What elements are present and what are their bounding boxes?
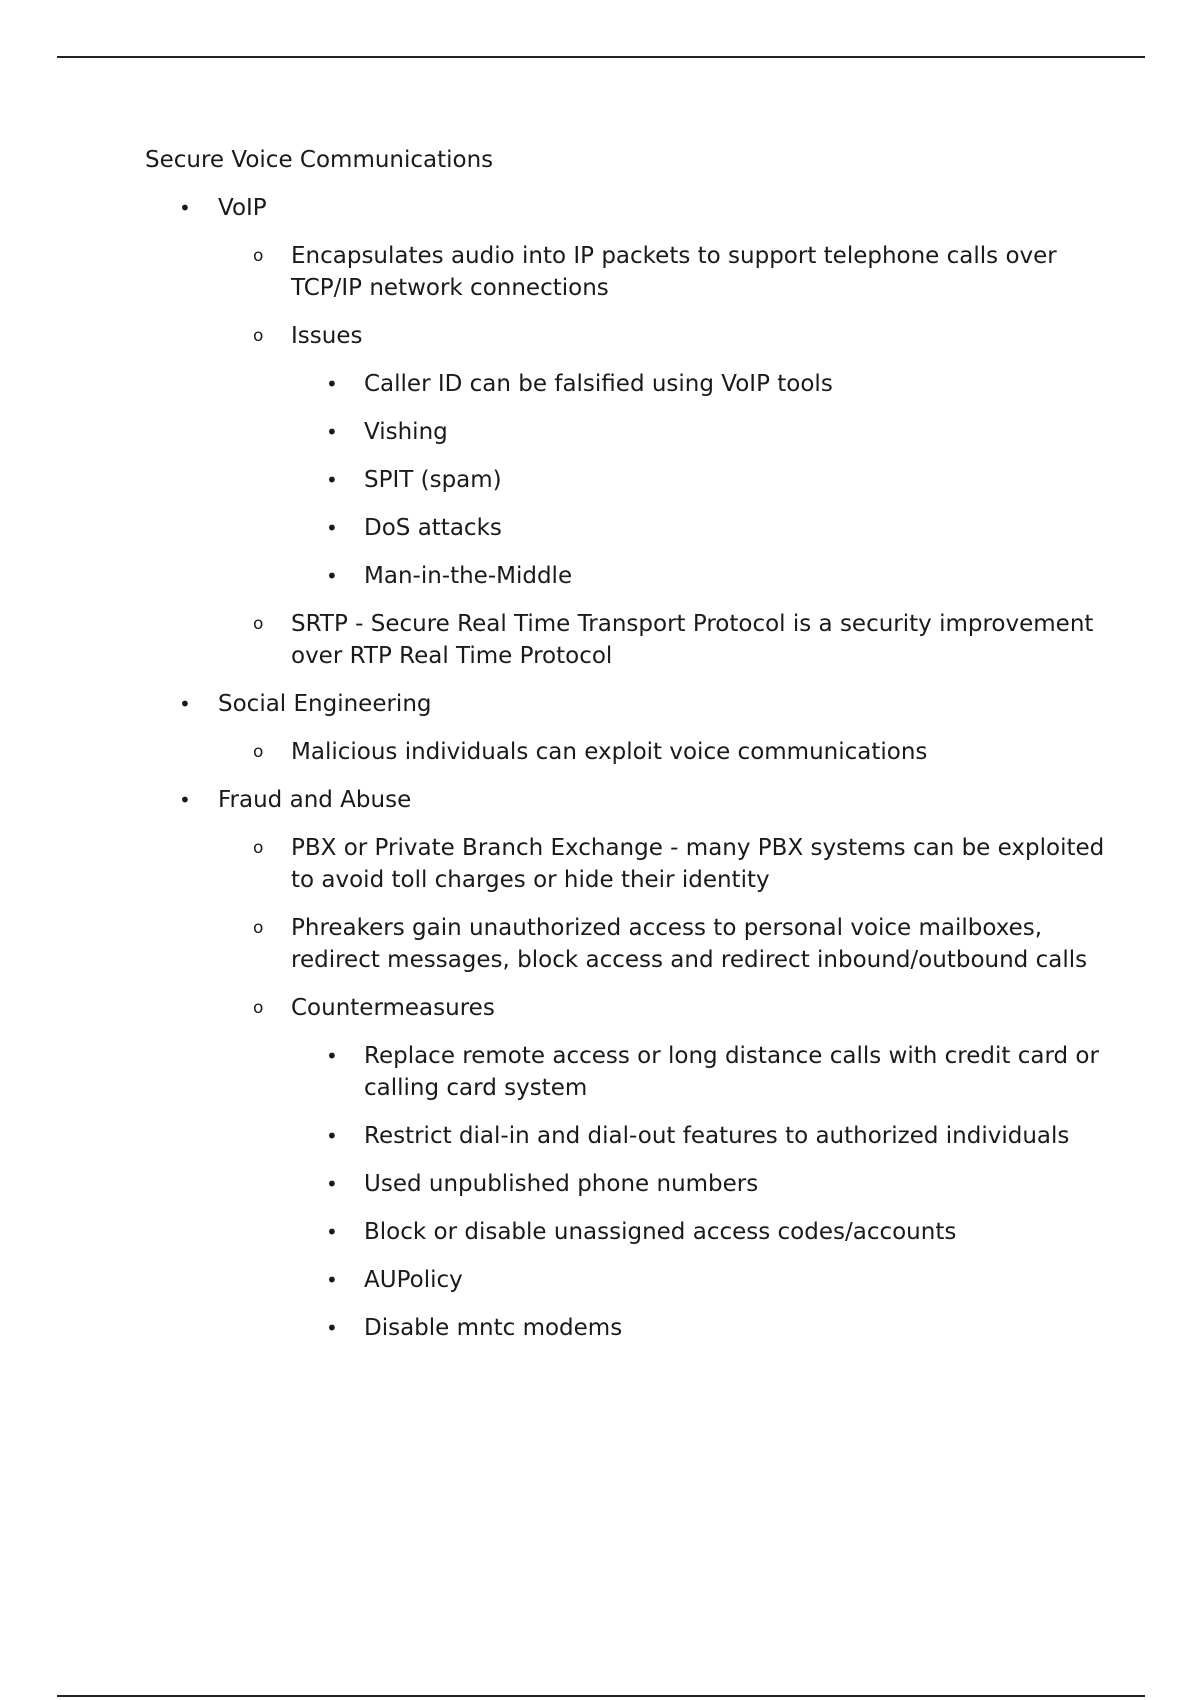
sub-bullet-marker: o: [253, 838, 264, 858]
bullet-marker: •: [326, 1316, 338, 1340]
sub-item-text: PBX or Private Branch Exchange - many PBX systems can be exploited to avoid toll charges or hide their identity: [291, 835, 1105, 893]
detail-item-text: Block or disable unassigned access codes/accounts: [364, 1219, 957, 1245]
bullet-marker: •: [326, 372, 338, 396]
sub-item-text: Encapsulates audio into IP packets to support telephone calls over TCP/IP network connections: [291, 243, 1057, 301]
detail-item: [326, 512, 1105, 544]
section-label: Social Engineering: [218, 691, 432, 717]
sub-item-text: SRTP - Secure Real Time Transport Protocol is a security improvement over RTP Real Time Protocol: [291, 611, 1094, 669]
bullet-marker: •: [326, 1124, 338, 1148]
sub-list: [218, 832, 1105, 1344]
bullet-marker: •: [326, 1220, 338, 1244]
bullet-marker: •: [326, 1268, 338, 1292]
detail-item-text: DoS attacks: [364, 515, 502, 541]
sub-bullet-marker: o: [253, 742, 264, 762]
bullet-marker: •: [326, 516, 338, 540]
detail-item-text: Restrict dial-in and dial-out features to authorized individuals: [364, 1123, 1070, 1149]
sub-item: [253, 608, 1105, 672]
bullet-marker: •: [326, 564, 338, 588]
bullet-marker: •: [326, 420, 338, 444]
bullet-marker: •: [179, 788, 191, 812]
bullet-marker: •: [179, 692, 191, 716]
section-label: Fraud and Abuse: [218, 787, 412, 813]
detail-item-text: SPIT (spam): [364, 467, 502, 493]
detail-item: [326, 1168, 1105, 1200]
detail-list: [291, 368, 1105, 592]
detail-item-text: Man-in-the-Middle: [364, 563, 573, 589]
sub-list: [218, 736, 1105, 768]
sub-bullet-marker: o: [253, 326, 264, 346]
sub-item: [253, 992, 1105, 1344]
sub-bullet-marker: o: [253, 998, 264, 1018]
detail-item-text: Replace remote access or long distance calls with credit card or calling card system: [364, 1043, 1099, 1101]
bullet-marker: •: [326, 468, 338, 492]
detail-item-text: AUPolicy: [364, 1267, 463, 1293]
section-label: VoIP: [218, 195, 267, 221]
outline-section: [145, 784, 1105, 1344]
bullet-marker: •: [326, 1044, 338, 1068]
detail-item: [326, 1312, 1105, 1344]
detail-item: [326, 416, 1105, 448]
outline-section: [145, 688, 1105, 768]
top-rule: [57, 56, 1145, 58]
sub-bullet-marker: o: [253, 246, 264, 266]
detail-item-text: Used unpublished phone numbers: [364, 1171, 759, 1197]
sub-item: [253, 240, 1105, 304]
detail-item: [326, 464, 1105, 496]
detail-item: [326, 368, 1105, 400]
outline-list: [145, 192, 1105, 1344]
sub-bullet-marker: o: [253, 614, 264, 634]
detail-item: [326, 1216, 1105, 1248]
detail-item: [326, 1040, 1105, 1104]
detail-list: [291, 1040, 1105, 1344]
bullet-marker: •: [326, 1172, 338, 1196]
detail-item-text: Caller ID can be falsified using VoIP tools: [364, 371, 833, 397]
sub-item-text: Countermeasures: [291, 995, 495, 1021]
sub-item: [253, 320, 1105, 592]
sub-item: [253, 736, 1105, 768]
sub-bullet-marker: o: [253, 918, 264, 938]
detail-item: [326, 560, 1105, 592]
sub-list: [218, 240, 1105, 672]
sub-item-text: Malicious individuals can exploit voice communications: [291, 739, 928, 765]
sub-item: [253, 832, 1105, 896]
outline-section: [145, 192, 1105, 672]
bullet-marker: •: [179, 196, 191, 220]
detail-item: [326, 1120, 1105, 1152]
detail-item-text: Disable mntc modems: [364, 1315, 623, 1341]
sub-item: [253, 912, 1105, 976]
sub-item-text: Phreakers gain unauthorized access to personal voice mailboxes, redirect messages, block access and redirect inbound/outbound calls: [291, 915, 1088, 973]
bottom-rule: [57, 1695, 1145, 1697]
detail-item: [326, 1264, 1105, 1296]
page-title: Secure Voice Communications: [145, 147, 494, 173]
detail-item-text: Vishing: [364, 419, 448, 445]
sub-item-text: Issues: [291, 323, 363, 349]
